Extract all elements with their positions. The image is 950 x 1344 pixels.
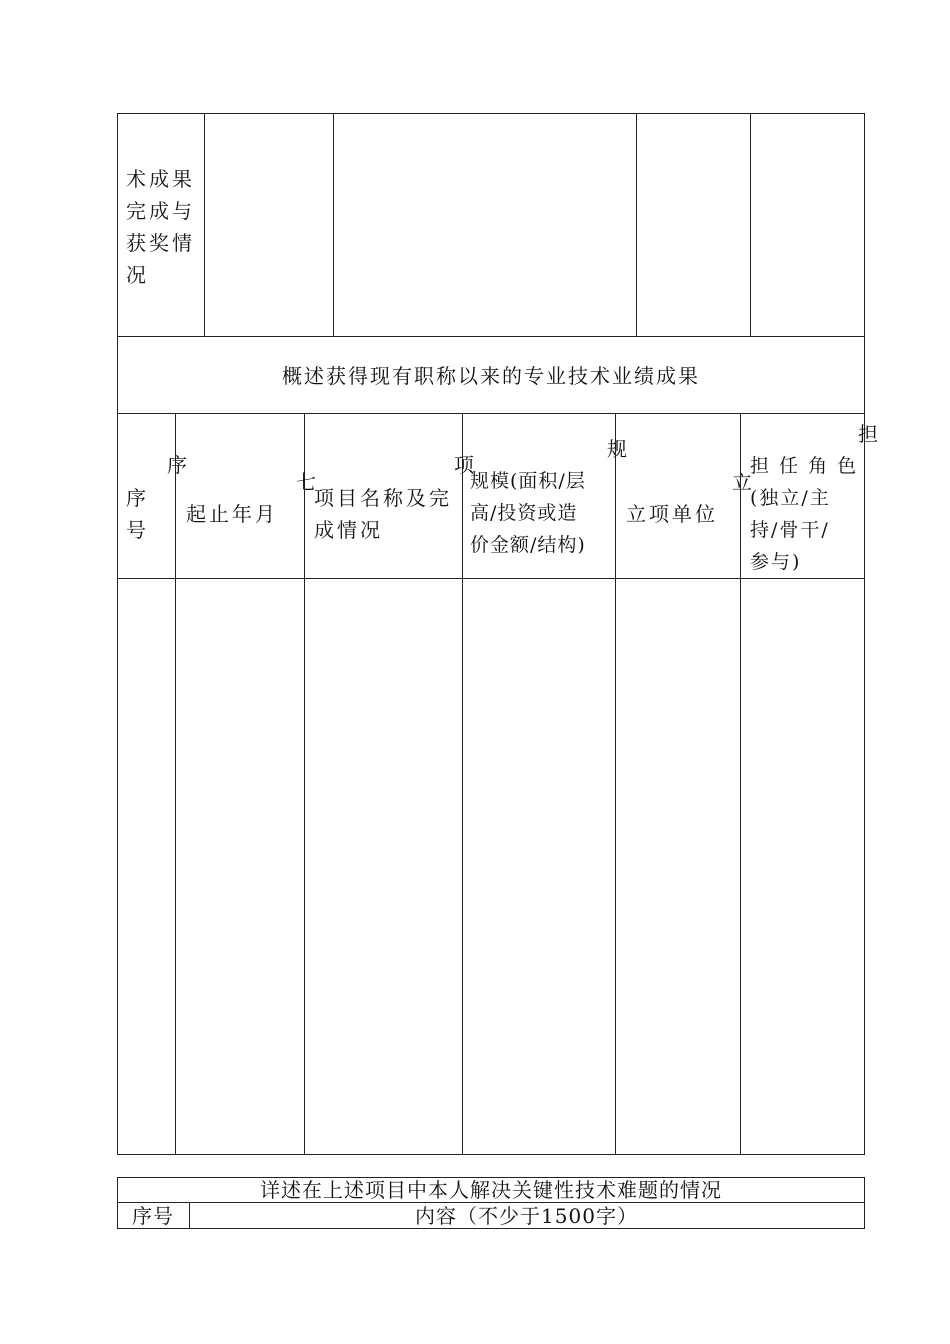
label-line: 完成与: [126, 199, 195, 223]
header-scale: 高/投资或造: [470, 502, 578, 524]
header-role: 担 任 角 色: [750, 455, 859, 477]
header-stray-char: 项: [454, 453, 477, 477]
header-stray-char: 序: [167, 453, 190, 477]
header-stray-char: 规: [607, 437, 630, 461]
label-line: 术成果: [126, 167, 195, 191]
header-role: 参与): [750, 551, 802, 573]
header-stray-char: 担: [858, 422, 881, 446]
header-project: 成情况: [314, 518, 383, 542]
header-seq: 号: [126, 518, 149, 542]
header-scale: 规模(面积/层: [470, 470, 586, 492]
header-role: 持/骨干/: [750, 519, 830, 541]
header-stray-char: 立: [732, 470, 755, 494]
header-project: 项目名称及完: [314, 486, 452, 510]
summary-title: 概述获得现有职称以来的专业技术业绩成果: [282, 364, 700, 388]
header-scale: 价金额/结构): [470, 534, 586, 556]
detail-title: 详述在上述项目中本人解决关键性技术难题的情况: [260, 1178, 722, 1202]
label-line: 获奖情: [126, 231, 195, 255]
label-line: 况: [126, 263, 149, 287]
detail-col-content: 内容（不少于1500字）: [415, 1204, 638, 1228]
header-seq: 序: [126, 486, 149, 510]
detail-col-seq: 序号: [132, 1204, 174, 1228]
header-stray-char: 七: [296, 470, 319, 494]
header-period: 起止年月: [186, 502, 278, 526]
header-role: (独立/主: [750, 487, 831, 509]
header-unit: 立项单位: [626, 502, 718, 526]
